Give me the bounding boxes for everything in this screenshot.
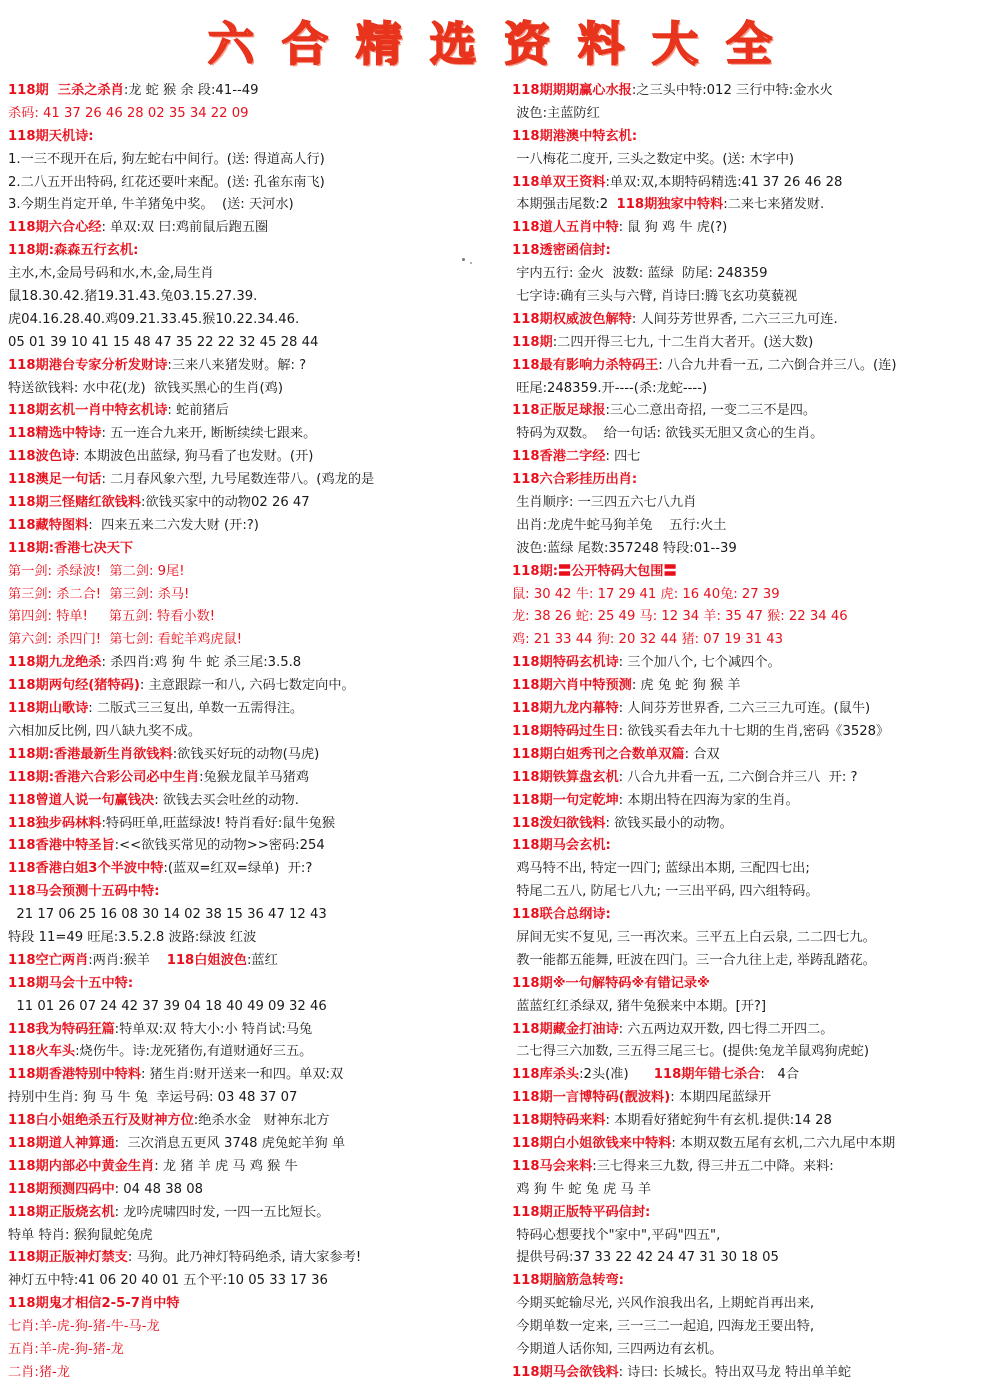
- section-heading: 118单双王资料: [512, 174, 606, 190]
- left-line-33: [8, 835, 496, 858]
- left-line-10: [8, 309, 496, 332]
- right-line-50: [512, 1225, 1004, 1248]
- line-text: 今期单数一定来, 三一三二一起追, 四海龙王要出特,: [512, 1319, 815, 1335]
- right-line-47: [512, 1156, 1004, 1179]
- line-text: 一八梅花二度开, 三头之数定中奖。(送: 木字中): [512, 151, 795, 167]
- line-text: 鸡 狗 牛 蛇 兔 虎 马 羊: [512, 1181, 652, 1197]
- line-text: : 二月春风象六型, 九号尾数连带八。(鸡龙的是: [101, 472, 375, 488]
- section-heading: 118道人五肖中特: [512, 220, 619, 236]
- line-text: : 八合九井看一五, 二六倒合并三八 开: ?: [618, 769, 858, 785]
- right-line-8: [512, 263, 1004, 286]
- right-line-23: [512, 606, 1004, 629]
- right-line-48: [512, 1179, 1004, 1202]
- left-line-16: [8, 446, 496, 469]
- right-line-55: [512, 1339, 1004, 1362]
- section-heading: 118期:香港最新生肖欲钱料: [8, 746, 173, 762]
- right-line-24: [512, 629, 1004, 652]
- section-heading: 118正版足球报: [512, 403, 606, 419]
- left-line-38: [8, 950, 496, 973]
- section-heading: 118香港白姐3个半波中特: [8, 861, 164, 877]
- line-text: 特尾二五八, 防尾七八九; 一三出平码, 四六组特码。: [512, 884, 819, 900]
- section-heading: 118期独家中特料: [616, 197, 724, 213]
- line-text: :三心二意出奇招, 一变二三不是四。: [605, 403, 817, 419]
- section-heading: 118期:森森五行玄机:: [8, 243, 139, 259]
- right-line-38: [512, 950, 1004, 973]
- section-heading: 118期特码玄机诗: [512, 655, 619, 671]
- section-heading: 118期马会欲钱料: [512, 1364, 619, 1380]
- left-line-55: [8, 1339, 496, 1362]
- section-heading: 118透密函信封:: [512, 243, 611, 259]
- section-heading: 118期白姐秀刊之合数单双篇: [512, 746, 685, 762]
- line-text: 五肖:羊-虎-狗-猪-龙: [8, 1341, 124, 1357]
- left-line-47: [8, 1156, 496, 1179]
- right-line-5: [512, 194, 1004, 217]
- section-heading: 118期玄机一肖中特玄机诗: [8, 403, 168, 419]
- left-line-23: [8, 606, 496, 629]
- line-text: 特码心想要找个"家中",平码"四五",: [512, 1227, 721, 1243]
- page-title: 六合精选资料大全: [208, 17, 800, 71]
- line-text: 主水,木,金局号码和水,木,金,局生肖: [8, 266, 214, 282]
- left-line-41: [8, 1019, 496, 1042]
- line-text: : 诗曰: 长城长。特出双马龙 特出单羊蛇: [618, 1364, 852, 1380]
- section-heading: 118澳足一句话: [8, 472, 102, 488]
- line-text: : 欲钱买看去年九十七期的生肖,密码《3528》: [618, 723, 890, 739]
- line-text: : 欲钱买最小的动物。: [605, 815, 733, 831]
- line-text: 龙: 38 26 蛇: 25 49 马: 12 34 羊: 35 47 猴: 22 34 46: [512, 609, 848, 625]
- section-heading: 118期年错七杀合: [653, 1067, 761, 1083]
- left-line-28: [8, 721, 496, 744]
- section-heading: 118精选中特诗: [8, 426, 102, 442]
- section-heading: 118期马会十五中特:: [8, 975, 134, 991]
- line-text: 波色:主蓝防红: [512, 105, 600, 121]
- left-line-18: [8, 492, 496, 515]
- left-line-7: [8, 240, 496, 263]
- line-text: :烧伤牛。诗:龙死猪伤,有道财通好三五。: [75, 1044, 313, 1060]
- line-text: : 马狗。此乃神灯特码绝杀, 请大家参考!: [127, 1250, 362, 1266]
- section-heading: 118空亡两肖: [8, 952, 89, 968]
- section-heading: 118期 三杀之杀肖: [8, 83, 124, 98]
- right-line-21: [512, 561, 1004, 584]
- right-line-10: [512, 309, 1004, 332]
- line-text: 虎04.16.28.40.鸡09.21.33.45.猴10.22.34.46.: [8, 311, 300, 327]
- section-heading: 118期脑筋急转弯:: [512, 1273, 624, 1289]
- line-text: 杀码: 41 37 26 46 28 02 35 34 22 09: [8, 105, 249, 121]
- left-line-14: [8, 400, 496, 423]
- line-text: 第四剑: 特单! 第五剑: 特看小数!: [8, 609, 216, 625]
- section-heading: 118期道人神算通: [8, 1135, 115, 1151]
- left-line-2: [8, 126, 496, 149]
- left-line-45: [8, 1110, 496, 1133]
- left-line-51: [8, 1247, 496, 1270]
- left-line-20: [8, 538, 496, 561]
- right-line-56: [512, 1362, 1004, 1385]
- section-heading: 118期香港特别中特料: [8, 1067, 142, 1083]
- right-line-29: [512, 744, 1004, 767]
- left-line-3: [8, 149, 496, 172]
- line-text: : 本期四尾蓝绿开: [670, 1090, 772, 1106]
- left-line-13: [8, 378, 496, 401]
- left-line-53: [8, 1293, 496, 1316]
- line-text: :绝杀水金 财神东北方: [193, 1113, 330, 1129]
- line-text: :欲钱买好玩的动物(马虎): [172, 746, 320, 762]
- line-text: : 人间芬芳世界香, 二六三三九可连。(鼠牛): [618, 701, 871, 717]
- line-text: 鸡马特不出, 特定一四门; 蓝绿出本期, 三配四七出;: [512, 861, 810, 877]
- section-heading: 118期:〓公开特码大包围〓: [512, 563, 677, 579]
- right-line-45: [512, 1110, 1004, 1133]
- left-line-39: [8, 973, 496, 996]
- line-text: 神灯五中特:41 06 20 40 01 五个平:10 05 33 17 36: [8, 1273, 328, 1289]
- left-line-43: [8, 1064, 496, 1087]
- right-line-17: [512, 469, 1004, 492]
- section-heading: 118最有影响力杀特码王: [512, 357, 659, 373]
- section-heading: 118期内部必中黄金生肖: [8, 1158, 155, 1174]
- right-line-40: [512, 996, 1004, 1019]
- line-text: :之三头中特:012 三行中特:金水火: [631, 83, 833, 98]
- line-text: : 五一连合九来开, 断断续续七跟来。: [101, 426, 317, 442]
- line-text: : 蛇前猪后: [167, 403, 229, 419]
- line-text: :特码旺单,旺蓝绿波! 特肖看好:鼠牛兔猴: [101, 815, 336, 831]
- right-line-2: [512, 126, 1004, 149]
- right-line-53: [512, 1293, 1004, 1316]
- line-text: 二七得三六加数, 三五得三尾三七。(提供:兔龙羊鼠鸡狗虎蛇): [512, 1044, 869, 1060]
- line-text: :欲钱买家中的动物02 26 47: [141, 495, 310, 511]
- right-line-18: [512, 492, 1004, 515]
- line-text: 二肖:猪-龙: [8, 1364, 70, 1380]
- section-heading: 118泼妇欲钱料: [512, 815, 606, 831]
- line-text: 鼠18.30.42.猪19.31.43.兔03.15.27.39.: [8, 289, 258, 305]
- line-text: :特单双:双 特大小:小 特肖试:马兔: [114, 1021, 313, 1037]
- section-heading: 118独步码林料: [8, 815, 102, 831]
- line-text: 特单 特肖: 猴狗鼠蛇兔虎: [8, 1227, 153, 1243]
- section-heading: 118期:香港六合彩公司必中生肖: [8, 769, 200, 785]
- right-line-9: [512, 286, 1004, 309]
- line-text: 蓝蓝红红杀绿双, 猪牛兔猴来中本期。[开?]: [512, 998, 767, 1014]
- line-text: :2头(准): [579, 1067, 654, 1083]
- line-text: : 欲钱去买会吐丝的动物.: [154, 792, 299, 808]
- left-line-44: [8, 1087, 496, 1110]
- line-text: 屏间无实不复见, 三一再次来。三平五上白云泉, 二二四七九。: [512, 929, 876, 945]
- section-heading: 118期: [512, 334, 553, 350]
- line-text: 七字诗:确有三头与六臂, 肖诗曰:腾飞玄功莫藐视: [512, 289, 798, 305]
- line-text: 第六剑: 杀四门! 第七剑: 看蛇羊鸡虎鼠!: [8, 632, 243, 648]
- line-text: 六相加反比例, 四八缺九奖不成。: [8, 723, 202, 739]
- line-text: : 人间芬芳世界香, 二六三三九可连.: [631, 311, 838, 327]
- right-line-20: [512, 538, 1004, 561]
- line-text: 特码为双数。 给一句话: 欲钱买无胆又贪心的生肖。: [512, 426, 824, 442]
- right-line-31: [512, 790, 1004, 813]
- line-text: :龙 蛇 猴 余 段:41--49: [123, 83, 259, 98]
- line-text: : 四来五来二六发大财 (开:?): [88, 517, 259, 533]
- left-line-46: [8, 1133, 496, 1156]
- left-line-21: [8, 561, 496, 584]
- line-text: : 猪生肖:财开送来一和四。单双:双: [141, 1067, 344, 1083]
- left-line-30: [8, 767, 496, 790]
- right-line-12: [512, 355, 1004, 378]
- left-line-27: [8, 698, 496, 721]
- left-line-36: [8, 904, 496, 927]
- line-text: 05 01 39 10 41 15 48 47 35 22 22 32 45 28 44: [8, 334, 319, 350]
- line-text: : 本期双数五尾有玄机,二六九尾中本期: [671, 1135, 896, 1151]
- line-text: : 杀四肖:鸡 狗 牛 蛇 杀三尾:3.5.8: [101, 655, 302, 671]
- left-line-17: [8, 469, 496, 492]
- section-heading: 118曾道人说一句赢钱决: [8, 792, 155, 808]
- section-heading: 118期藏金打油诗: [512, 1021, 619, 1037]
- section-heading: 118期三怪赌红欲钱料: [8, 495, 142, 511]
- line-text: :三来八来猪发财。解: ?: [167, 357, 307, 373]
- left-line-50: [8, 1225, 496, 1248]
- line-text: :二四开得三七九, 十二生肖大者开。(送大数): [552, 334, 814, 350]
- line-text: 1.一三不现开在后, 狗左蛇右中间行。(送: 得道高人行): [8, 151, 325, 167]
- line-text: 今期道人话你知, 三四两边有玄机。: [512, 1341, 723, 1357]
- right-line-33: [512, 835, 1004, 858]
- section-heading: 118期一句定乾坤: [512, 792, 619, 808]
- line-text: 鸡: 21 33 44 狗: 20 32 44 猪: 07 19 31 43: [512, 632, 784, 648]
- left-line-5: [8, 194, 496, 217]
- left-line-48: [8, 1179, 496, 1202]
- line-text: 七肖:羊-虎-狗-猪-牛-马-龙: [8, 1319, 160, 1335]
- line-text: 波色:蓝绿 尾数:357248 特段:01--39: [512, 540, 737, 556]
- section-heading: 118香港中特圣旨: [8, 838, 115, 854]
- section-heading: 118期山歌诗: [8, 701, 89, 717]
- line-text: 3.今期生肖定开单, 牛羊猪兔中奖。 (送: 天河水): [8, 197, 294, 213]
- right-line-1: [512, 103, 1004, 126]
- section-heading: 118期天机诗:: [8, 128, 94, 144]
- left-line-22: [8, 584, 496, 607]
- line-text: 第一剑: 杀绿波! 第二剑: 9尾!: [8, 563, 185, 579]
- line-text: : 龙吟虎啸四时发, 一四一五比短长。: [114, 1204, 330, 1220]
- section-heading: 118期港台专家分析发财诗: [8, 357, 168, 373]
- section-heading: 118白小姐绝杀五行及财神方位: [8, 1113, 194, 1129]
- right-line-37: [512, 927, 1004, 950]
- line-text: : 本期看好猪蛇狗牛有玄机.提供:14 28: [605, 1113, 832, 1129]
- left-line-15: [8, 423, 496, 446]
- section-heading: 118期九龙绝杀: [8, 655, 102, 671]
- line-text: 2.二八五开出特码, 红花还要叶来配。(送: 孔雀东南飞): [8, 174, 325, 190]
- left-line-4: [8, 172, 496, 195]
- section-heading: 118马会来料: [512, 1158, 593, 1174]
- section-heading: 118期正版神灯禁支: [8, 1250, 128, 1266]
- line-text: 特段 11=49 旺尾:3.5.2.8 波路:绿波 红波: [8, 929, 257, 945]
- line-text: : 六五两边双开数, 四七得二开四二。: [618, 1021, 834, 1037]
- right-line-14: [512, 400, 1004, 423]
- line-text: : 本期出特在四海为家的生肖。: [618, 792, 799, 808]
- section-heading: 118期※一句解特码※有错记录※: [512, 975, 710, 991]
- section-heading: 118期鬼才相信2-5-7肖中特: [8, 1296, 180, 1312]
- right-line-16: [512, 446, 1004, 469]
- section-heading: 118期正版特平码信封:: [512, 1204, 651, 1220]
- section-heading: 118期白小姐欲钱来中特料: [512, 1135, 672, 1151]
- left-line-35: [8, 881, 496, 904]
- left-line-32: [8, 813, 496, 836]
- right-line-11: [512, 332, 1004, 355]
- section-heading: 118期期期赢心水报: [512, 83, 632, 98]
- section-heading: 118期一言博特码(靓波料): [512, 1090, 671, 1106]
- right-line-27: [512, 698, 1004, 721]
- right-line-44: [512, 1087, 1004, 1110]
- right-line-36: [512, 904, 1004, 927]
- right-line-39: [512, 973, 1004, 996]
- section-heading: 118期预测四码中: [8, 1181, 115, 1197]
- line-text: : 三次消息五更风 3748 虎兔蛇羊狗 单: [114, 1135, 346, 1151]
- line-text: : 合双: [684, 746, 720, 762]
- line-text: : 龙 猪 羊 虎 马 鸡 猴 牛: [154, 1158, 298, 1174]
- right-line-41: [512, 1019, 1004, 1042]
- right-line-42: [512, 1041, 1004, 1064]
- right-column: [512, 80, 1004, 1385]
- section-heading: 118期两句经(猪特码): [8, 678, 140, 694]
- line-text: 生肖顺序: 一三四五六七八九肖: [512, 495, 697, 511]
- section-heading: 118期权威波色解特: [512, 311, 632, 327]
- section-heading: 118期港澳中特玄机:: [512, 128, 638, 144]
- right-line-4: [512, 172, 1004, 195]
- right-line-7: [512, 240, 1004, 263]
- line-text: 第三剑: 杀二合! 第三剑: 杀马!: [8, 586, 190, 602]
- right-line-34: [512, 858, 1004, 881]
- line-text: : 八合九井看一五, 二六倒合并三八。(连): [658, 357, 897, 373]
- right-line-51: [512, 1247, 1004, 1270]
- line-text: :蓝红: [246, 952, 278, 968]
- left-line-42: [8, 1041, 496, 1064]
- section-heading: 118马会预测十五码中特:: [8, 884, 160, 900]
- left-line-29: [8, 744, 496, 767]
- left-line-25: [8, 652, 496, 675]
- right-line-13: [512, 378, 1004, 401]
- line-text: : 4合: [760, 1067, 800, 1083]
- line-text: : 04 48 38 08: [114, 1181, 203, 1197]
- left-line-11: [8, 332, 496, 355]
- section-heading: 118白姐波色: [166, 952, 247, 968]
- line-text: : 主意跟踪一和八, 六码七数定向中。: [139, 678, 355, 694]
- section-heading: 118我为特码狂篇: [8, 1021, 115, 1037]
- line-text: :<<欲钱买常见的动物>>密码:254: [114, 838, 325, 854]
- left-line-34: [8, 858, 496, 881]
- left-line-6: [8, 217, 496, 240]
- right-line-15: [512, 423, 1004, 446]
- line-text: :(蓝双=红双=绿单) 开:?: [163, 861, 313, 877]
- right-line-25: [512, 652, 1004, 675]
- left-line-49: [8, 1202, 496, 1225]
- line-text: : 单双:双 曰:鸡前鼠后跑五圈: [101, 220, 269, 236]
- section-heading: 118火车头: [8, 1044, 76, 1060]
- left-line-54: [8, 1316, 496, 1339]
- section-heading: 118期铁算盘玄机: [512, 769, 619, 785]
- line-text: : 鼠 狗 鸡 牛 虎(?): [618, 220, 728, 236]
- section-heading: 118期特码过生日: [512, 723, 619, 739]
- left-line-12: [8, 355, 496, 378]
- left-line-1: [8, 103, 496, 126]
- left-line-8: [8, 263, 496, 286]
- left-line-37: [8, 927, 496, 950]
- left-line-0: [8, 80, 496, 103]
- line-text: : 三个加八个, 七个减四个。: [618, 655, 781, 671]
- right-line-43: [512, 1064, 1004, 1087]
- line-text: : 四七: [605, 449, 641, 465]
- line-text: : 本期波色出蓝绿, 狗马看了也发财。(开): [75, 449, 314, 465]
- line-text: 出肖:龙虎牛蛇马狗羊兔 五行:火土: [512, 517, 727, 533]
- line-text: 特送欲钱料: 水中花(龙) 欲钱买黑心的生肖(鸡): [8, 380, 283, 396]
- right-line-26: [512, 675, 1004, 698]
- right-line-28: [512, 721, 1004, 744]
- section-heading: 118库杀头: [512, 1067, 580, 1083]
- line-text: :三七得来三九数, 得三井五二中降。来料:: [592, 1158, 834, 1174]
- line-text: :二来七来猪发财.: [723, 197, 825, 213]
- line-text: 宇内五行: 金火 波数: 蓝绿 防尾: 248359: [512, 266, 768, 282]
- section-heading: 118藏特图料: [8, 517, 89, 533]
- right-line-19: [512, 515, 1004, 538]
- line-text: :兔猴龙鼠羊马猪鸡: [199, 769, 310, 785]
- right-line-22: [512, 584, 1004, 607]
- right-line-30: [512, 767, 1004, 790]
- right-line-52: [512, 1270, 1004, 1293]
- left-line-31: [8, 790, 496, 813]
- right-line-32: [512, 813, 1004, 836]
- section-heading: 118香港二字经: [512, 449, 606, 465]
- section-heading: 118期六肖中特预测: [512, 678, 632, 694]
- line-text: 21 17 06 25 16 08 30 14 02 38 15 36 47 12 43: [8, 907, 327, 923]
- line-text: :单双:双,本期特码精选:41 37 26 46 28: [605, 174, 843, 190]
- line-text: 教一能都五能舞, 旺波在四门。三一合九往上走, 举踌乱踏花。: [512, 952, 876, 968]
- section-heading: 118期特码来料: [512, 1113, 606, 1129]
- line-text: :两肖:猴羊: [88, 952, 167, 968]
- left-line-26: [8, 675, 496, 698]
- section-heading: 118期:香港七决天下: [8, 540, 134, 556]
- line-text: 今期买蛇输尽光, 兴风作浪我出名, 上期蛇肖再出来,: [512, 1296, 815, 1312]
- right-line-6: [512, 217, 1004, 240]
- line-text: 鼠: 30 42 牛: 17 29 41 虎: 16 40兔: 27 39: [512, 586, 780, 602]
- section-heading: 118期六合心经: [8, 220, 102, 236]
- line-text: 旺尾:248359.开----(杀:龙蛇----): [512, 380, 708, 396]
- right-line-0: [512, 80, 1004, 103]
- right-line-3: [512, 149, 1004, 172]
- left-line-40: [8, 996, 496, 1019]
- section-heading: 118波色诗: [8, 449, 76, 465]
- line-text: 本期强击尾数:2: [512, 197, 617, 213]
- section-heading: 118六合彩挂历出肖:: [512, 472, 638, 488]
- left-column: [8, 80, 496, 1385]
- left-line-19: [8, 515, 496, 538]
- left-line-9: [8, 286, 496, 309]
- section-heading: 118期正版烧玄机: [8, 1204, 115, 1220]
- section-heading: 118联合总纲诗:: [512, 907, 611, 923]
- left-line-52: [8, 1270, 496, 1293]
- right-line-46: [512, 1133, 1004, 1156]
- line-text: 11 01 26 07 24 42 37 39 04 18 40 49 09 32 46: [8, 998, 327, 1014]
- right-line-49: [512, 1202, 1004, 1225]
- section-heading: 118期九龙内幕特: [512, 701, 619, 717]
- left-line-24: [8, 629, 496, 652]
- line-text: 持别中生肖: 狗 马 牛 兔 幸运号码: 03 48 37 07: [8, 1090, 298, 1106]
- right-line-54: [512, 1316, 1004, 1339]
- left-line-56: [8, 1362, 496, 1385]
- line-text: : 二版式三三复出, 单数一五需得注。: [88, 701, 304, 717]
- line-text: : 虎 兔 蛇 狗 猴 羊: [631, 678, 741, 694]
- line-text: 提供号码:37 33 22 42 24 47 31 30 18 05: [512, 1250, 779, 1266]
- section-heading: 118期马会玄机:: [512, 838, 611, 854]
- right-line-35: [512, 881, 1004, 904]
